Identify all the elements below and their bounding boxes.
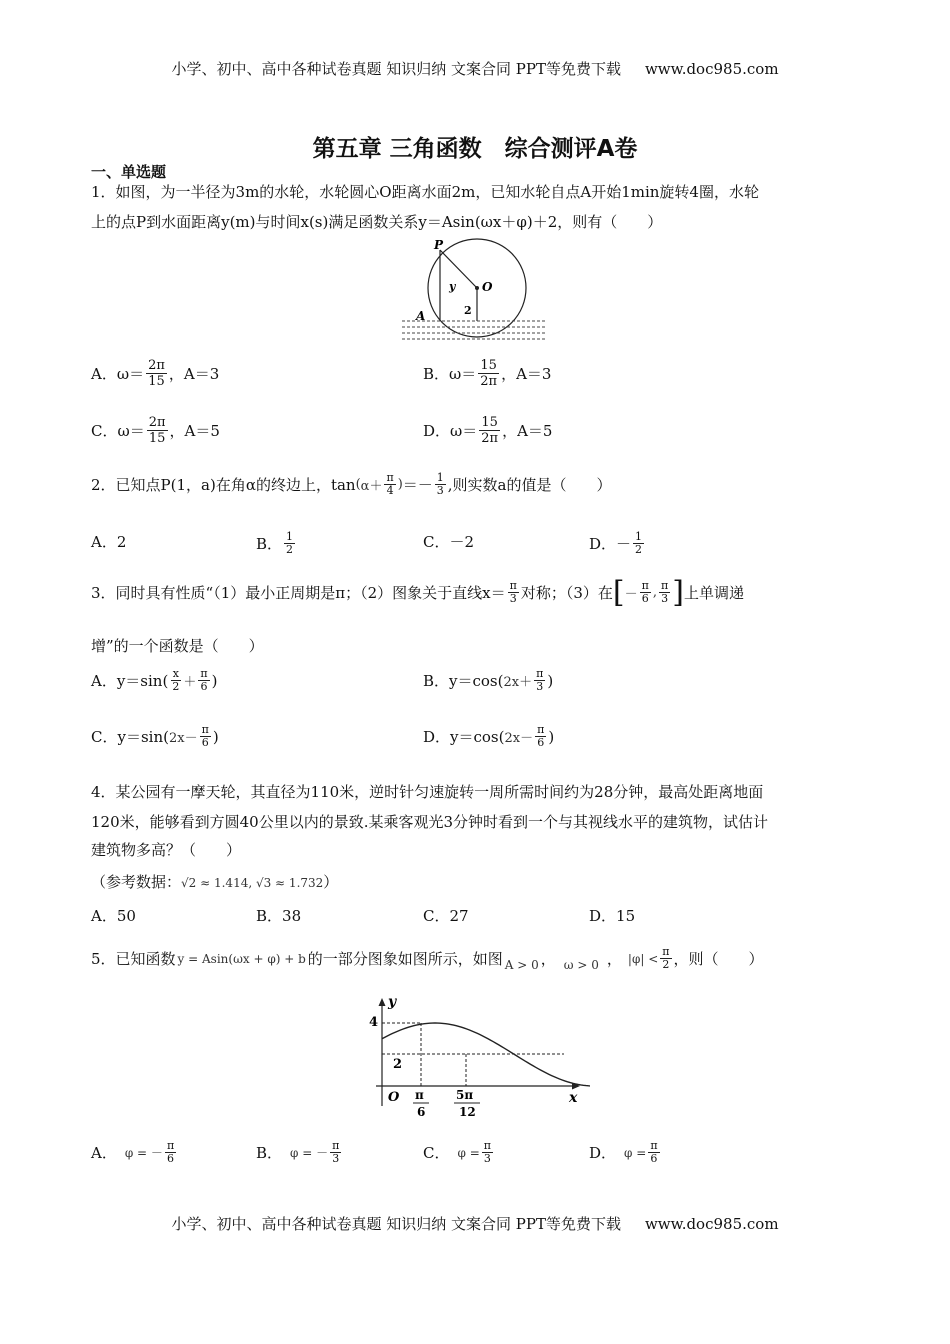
q4-line2: 120米，能够看到方圆40公里以内的景致.某乘客观光3分钟时看到一个与其视线水平的建筑物，试估计 [91,813,769,831]
q3-option-d[interactable]: D．y＝cos( 2x－ π 6 ) [423,723,555,749]
label-o: O [482,280,493,294]
q1d-pre: D．ω＝ [423,422,478,440]
q1b-post: ，A＝3 [501,365,552,383]
q2-stem: 2．已知点P(1，a)在角α的终边上，tan ( α＋ π 4 ) ＝－ 1 3 ,则实数a的值是（ ） [91,471,612,497]
q1-option-b[interactable] [423,358,551,389]
q1a-pre: A．ω＝ [91,365,145,383]
label-p: P [434,238,444,252]
q2-option-a[interactable]: A．2 [91,533,127,551]
y-axis-label: y [388,994,397,1010]
q1d-post: ，A＝5 [502,422,553,440]
footer-site[interactable]: www.doc985.com [644,1215,779,1233]
footer-text: 小学、初中、高中各种试卷真题 知识归纳 文案合同 PPT等免费下载 [171,1215,621,1233]
q2-option-d[interactable]: D．－ 1 2 [589,530,643,556]
y-tick-4: 4 [369,1015,379,1030]
q1-option-c[interactable] [91,415,220,446]
q1c-post: ，A＝5 [169,422,220,440]
q1a-frac: 2π 15 [148,358,165,389]
center-dot [475,286,479,290]
q2-option-c[interactable]: C．－2 [423,533,475,551]
q1b-pre: B．ω＝ [423,365,477,383]
q3-option-b[interactable]: B．y＝cos( 2x＋ π 3 ) [423,667,554,693]
origin-label: O [388,1090,400,1105]
q5-option-a[interactable]: A． φ = － π 6 [91,1139,175,1165]
q4-option-b[interactable]: B．38 [256,907,302,925]
section-heading: 一、单选题 [91,163,167,181]
q3-option-c[interactable]: C．y＝sin( 2x－ π 6 ) [91,723,219,749]
q3-stem-line2: 增”的一个函数是（ ） [91,637,264,655]
y-axis-arrow [379,998,386,1006]
header-text: 小学、初中、高中各种试卷真题 知识归纳 文案合同 PPT等免费下载 [171,60,621,78]
x-tick-pi6-num: π [415,1088,424,1102]
q4-option-a[interactable]: A．50 [91,907,136,925]
label-a: A [416,309,426,323]
q5-option-b[interactable]: B． φ = － π 3 [256,1139,340,1165]
y-tick-2: 2 [393,1057,403,1072]
q3-stem-line1: 3．同时具有性质“（1）最小正周期是π；（2）图象关于直线x＝ π 3 对称；（3）在 [ － π 6 , π 3 ] 上单调递 [91,574,744,610]
x-tick-pi6-den: 6 [417,1105,426,1119]
header-site[interactable]: www.doc985.com [644,60,779,78]
q1-line1: 1．如图，为一半径为3m的水轮，水轮圆心O距离水面2m，已知水轮自点A开始1min旋转4圈，水轮 [91,183,759,201]
q1-water-wheel-figure [402,238,552,346]
label-y: y [449,280,456,293]
q4-option-d[interactable]: D．15 [589,907,636,925]
page-title: 第五章 三角函数 综合测评A卷 [312,136,638,162]
q3-option-a[interactable]: A．y＝sin( x 2 ＋ π 6 ) [91,667,218,693]
q5-option-c[interactable]: C． φ = $\frac{\pi}{3}$ [423,1139,491,1165]
x-axis-label: x [569,1090,578,1106]
q1-option-a[interactable] [91,358,219,389]
q1c-frac: 2π 15 [148,415,166,446]
q5-sine-graph [368,994,590,1124]
label-2: 2 [464,304,472,317]
q4-reference: （参考数据：√2 ≈ 1.414, √3 ≈ 1.732） [91,873,339,891]
q1c-pre: C．ω＝ [91,422,145,440]
x-tick-5pi12-num: 5π [456,1088,474,1102]
radius-line [440,250,477,288]
q4-line1: 4．某公园有一摩天轮，其直径为110米，逆时针匀速旋转一周所需时间约为28分钟，最高处距离地面 [91,783,764,801]
q1b-frac: 15 2π [480,358,498,389]
q5-stem: 5．已知函数 y = Asin(ωx + φ) + b 的一部分图象如图所示，如图 A > 0 ， ω > 0 ， |φ| < π 2 ，则（ ） [91,945,764,972]
q4-option-c[interactable]: C．27 [423,907,469,925]
q1-option-d[interactable] [423,415,552,446]
q1a-post: ，A＝3 [168,365,220,383]
x-tick-5pi12-den: 12 [459,1105,476,1119]
q5-option-d[interactable]: D． φ = $\frac{\pi}{6}$ [589,1139,658,1165]
q4-line3: 建筑物多高？（ ） [91,841,242,859]
page-footer [0,1213,950,1234]
q2-option-b[interactable]: B． 1 2 [256,530,294,556]
q1d-frac: 15 2π [481,415,499,446]
page-header [0,58,950,79]
q1-line2: 上的点P到水面距离y(m)与时间x(s)满足函数关系y＝Asin(ωx＋φ)＋2，则有（ ） [91,213,663,231]
